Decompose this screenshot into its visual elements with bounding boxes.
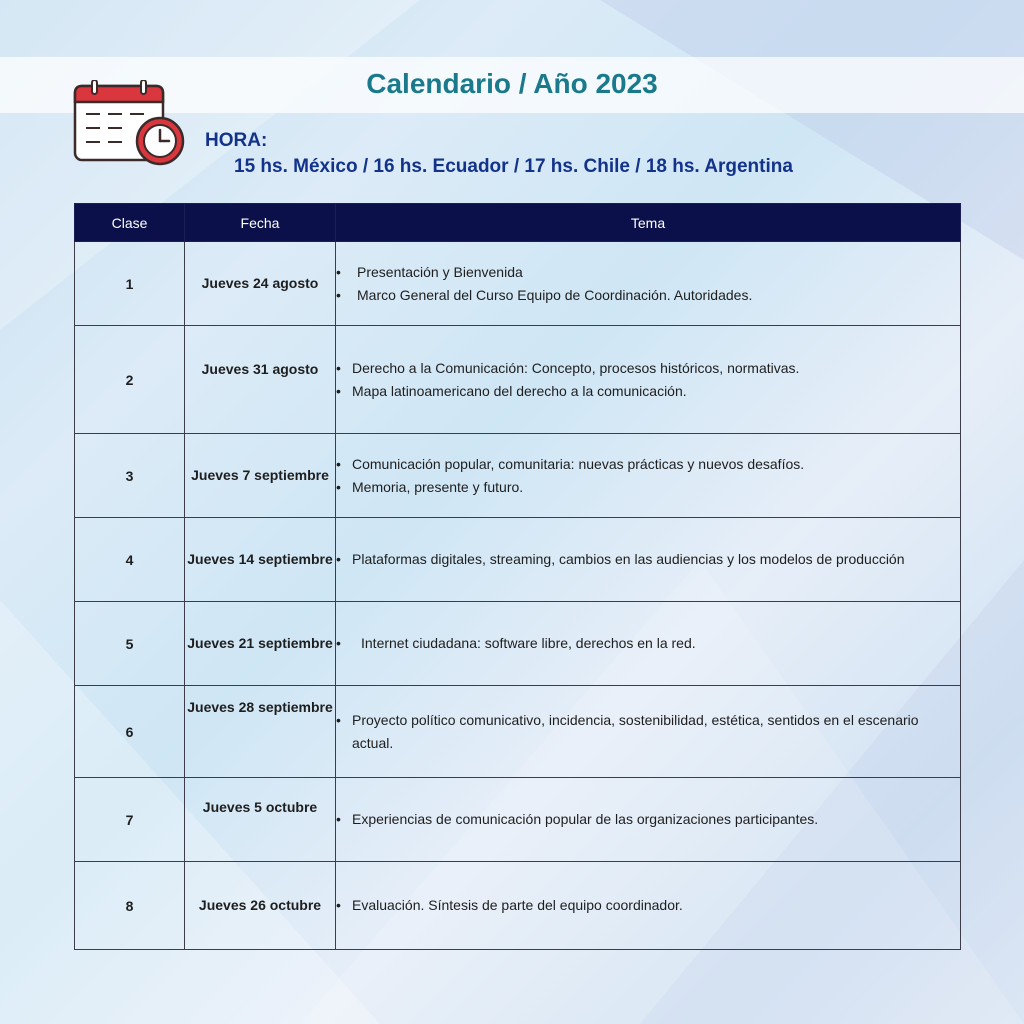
fecha-cell: Jueves 5 octubre <box>185 778 336 862</box>
tema-cell <box>336 434 961 518</box>
clase-cell: 7 <box>75 778 185 862</box>
tema-item: • Comunicación popular, comunitaria: nuevas prácticas y nuevos desafíos. <box>352 453 960 476</box>
table-row <box>75 242 961 326</box>
fecha-cell: Jueves 7 septiembre <box>185 434 336 518</box>
fecha-cell: Jueves 28 septiembre <box>185 686 336 778</box>
page-title: Calendario / Año 2023 <box>366 68 658 99</box>
table-row <box>75 326 961 434</box>
tema-cell <box>336 518 961 602</box>
tema-item: • Memoria, presente y futuro. <box>352 476 960 499</box>
clase-cell: 1 <box>75 242 185 326</box>
tema-item: • Derecho a la Comunicación: Concepto, procesos históricos, normativas. <box>352 357 960 380</box>
schedule-table <box>74 203 961 950</box>
clase-cell: 8 <box>75 862 185 950</box>
tema-item: • Plataformas digitales, streaming, cambios en las audiencias y los modelos de producción <box>352 548 960 571</box>
clase-cell: 6 <box>75 686 185 778</box>
tema-cell <box>336 242 961 326</box>
tema-item: • Internet ciudadana: software libre, derechos en la red. <box>352 632 960 655</box>
clase-cell: 5 <box>75 602 185 686</box>
table-row <box>75 518 961 602</box>
column-header-tema: Tema <box>336 204 961 242</box>
table-row <box>75 602 961 686</box>
tema-item: • Mapa latinoamericano del derecho a la comunicación. <box>352 380 960 403</box>
table-row <box>75 686 961 778</box>
table-row <box>75 434 961 518</box>
column-header-fecha: Fecha <box>185 204 336 242</box>
tema-cell <box>336 862 961 950</box>
tema-item: • Proyecto político comunicativo, incidencia, sostenibilidad, estética, sentidos en el escenario actual. <box>352 709 960 755</box>
tema-cell <box>336 326 961 434</box>
hora-value: 15 hs. México / 16 hs. Ecuador / 17 hs. Chile / 18 hs. Argentina <box>234 156 793 177</box>
tema-item: • Presentación y Bienvenida <box>352 261 960 284</box>
fecha-cell: Jueves 14 septiembre <box>185 518 336 602</box>
fecha-cell: Jueves 31 agosto <box>185 326 336 434</box>
fecha-cell: Jueves 24 agosto <box>185 242 336 326</box>
fecha-cell: Jueves 26 octubre <box>185 862 336 950</box>
tema-cell <box>336 602 961 686</box>
tema-item: • Experiencias de comunicación popular de las organizaciones participantes. <box>352 808 960 831</box>
hora-label: HORA: <box>205 130 268 151</box>
table-row <box>75 862 961 950</box>
tema-item: • Evaluación. Síntesis de parte del equipo coordinador. <box>352 894 960 917</box>
tema-cell <box>336 778 961 862</box>
tema-cell <box>336 686 961 778</box>
column-header-clase: Clase <box>75 204 185 242</box>
clase-cell: 3 <box>75 434 185 518</box>
fecha-cell: Jueves 21 septiembre <box>185 602 336 686</box>
tema-item: • Marco General del Curso Equipo de Coordinación. Autoridades. <box>352 284 960 307</box>
clase-cell: 4 <box>75 518 185 602</box>
clase-cell: 2 <box>75 326 185 434</box>
table-header-row <box>75 204 961 242</box>
table-row <box>75 778 961 862</box>
calendar-clock-icon <box>72 80 188 170</box>
